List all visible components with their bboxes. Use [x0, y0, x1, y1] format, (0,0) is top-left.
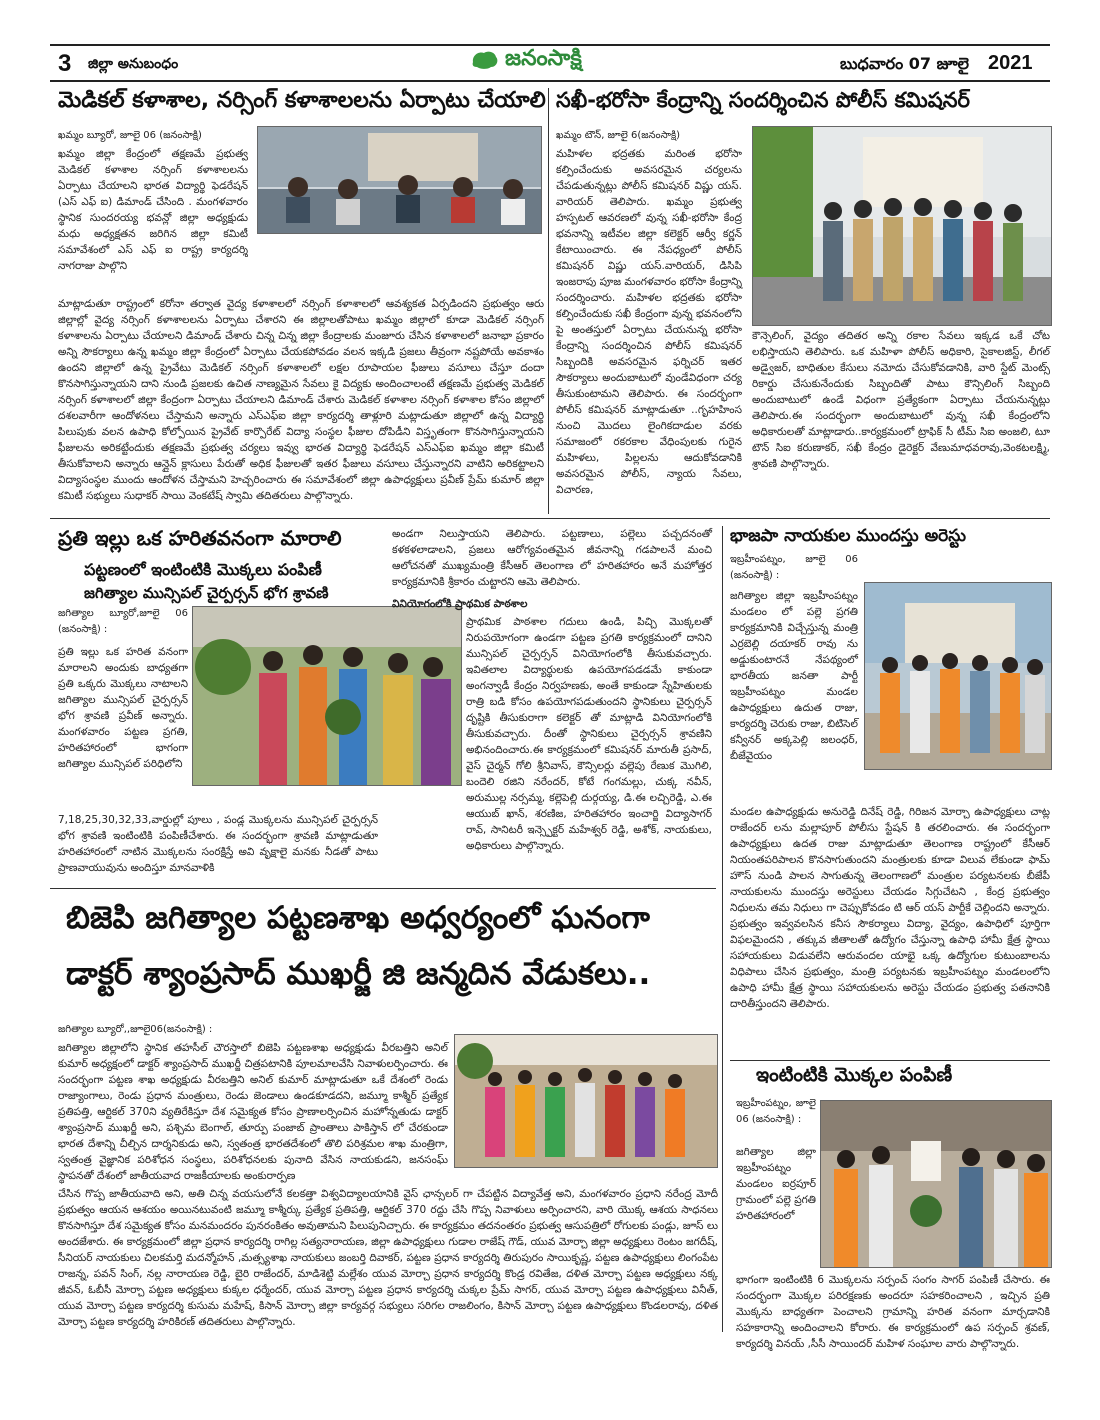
arrest-group-photo [864, 582, 1052, 770]
section-name: జిల్లా అనుబంధం [88, 56, 179, 72]
medical-body: మాట్లాడుతూ రాష్ట్రంలో కరోనా తర్వాత వైద్య కళాశాలలో నర్సింగ్ కళాశాలలో ఆవశ్యకత ఏర్పడిందని ప్రభుత్వం ఆరు జిల్లాల్లో వైద్య నర్సింగ్ కళాశాలలను ఏర్పాటు చేశారని ఈ జిల్లాలతోపాటు ఖమ్మం జిల్లాలో కూడా మెడికల్ నర్సింగ్ కళాశాలను ఏర్పాటు చేయాలని డిమాండ్ చేశారు చిన్న చిన్న జిల్లా కేంద్రాలకు మంజూరు చేసిన కళాశాలలో జనాభా ప్రకారం అన్ని సౌకర్యాలు ఉన్న ఖమ్మం జిల్లా కేంద్రంలో ఏర్పాటు చేయకపోవడం వలన ఇక్కడి ప్రజలు తీవ్రంగా నష్టపోయే అవకాశం ఉందని జిల్లాలో ఉన్న ప్రైవేటు మెడికల్ నర్సింగ్ కళాశాలలో లక్షల రూపాయల ఫీజులు వసూలు చేస్తూ దందా కొనసాగిస్తున్నాయని దాని నుండి ప్రజలకు ఉచిత నాణ్యమైన సేవలు కై విద్యకు అందించాలంటే తక్షణమే ప్రభుత్వ మెడికల్ నర్సింగ్ కళాశాలలో జిల్లా కేంద్రంగా ఏర్పాటు చేయాలని డిమాండ్ చేశారు మెడికల్ కళాశాల నర్సింగ్ కళాశాల కోసం జిల్లాలో దశలవారీగా ఆందోళనలు చేస్తామని అన్నారు ఎస్ఎఫ్ఐ జిల్లా కార్యదర్శి తాళ్లూరి మట్లాడుతూ జిల్లాలో ఉన్న విద్యార్థి పిలుపుకు వలన ఉపాధి కోల్పోయిన ప్రైవేట్ కార్పొరేట్ విద్యా సంస్థల ఫీజుల దోపిడీని విస్తృతంగా కొనసాగిస్తున్నాయని ఫీజులను అరికట్టేందుకు తక్షణమే ప్రభుత్వ చర్యలు ఇవ్వు భారత విద్యార్థి ఫెడరేషన్ ఎస్ఎఫ్ఐ ఖమ్మం జిల్లా కమిటీ తీసుకోవాలని అన్నారు ఆన్లైన్ క్లాసులు పేరుతో అధిక ఫీజులతో ఇతర ఫీజులు వసూలు చేస్తున్నారని వాటిని అరికట్టాలని విద్యాసంస్థల ముందు ఆందోళన చేస్తామని హెచ్చరించారు ఈ సమావేశంలో జిల్లా ఉపాధ్యక్షులు ప్రవీణ్ ప్రేమ్ కుమార్ జిల్లా కమిటీ సభ్యులు సుధాకర్ సాయి వెంకటేష్ స్వామి తదితరులు పాల్గొన్నారు. [58, 298, 544, 502]
column-divider [548, 88, 549, 514]
sakhi-dateline: ఖమ్మం టౌన్, జూలై 6(జనంసాక్షి) [556, 130, 681, 141]
sakhi-headline: సఖీ-భరోసా కేంద్రాన్ని సందర్శించిన పోలీస్ కమిషనర్ [556, 88, 970, 112]
haritha-col2-top: అండగా నిలుస్తాయని తెలిపారు. పట్టణాలు, పల్లెలు పచ్చదనంతో కళకళలాడాలని, ప్రజలు ఆరోగ్యవంతమైన జీవనాన్ని గడపాలనే మంచి ఆలోచనతో ముఖ్యమంత్రి కేసీఆర్ తెలంగాణ లో హరితహారం అనే మహోత్తర కార్యక్రమానికి శ్రీకారం చుట్టారని ఆమె తెలిపారు. [392, 528, 712, 588]
haritha-plants-photo [192, 606, 462, 786]
saplings-lead: జగిత్యాల జిల్లా ఇబ్రహీంపట్నం మండలం ఐర్రపూర్ గ్రామంలో పల్లె ప్రగతి హరితహారంలో [736, 1146, 816, 1222]
section-divider [50, 518, 1050, 519]
issue-year: 2021 [988, 52, 1033, 74]
page-number: 3 [58, 50, 72, 77]
arrest-headline: భాజపా నాయకుల ముందస్తు అరెస్టు [730, 526, 967, 546]
medical-dateline: ఖమ్మం బ్యూరో, జూలై 06 (జనంసాక్షి) [58, 130, 202, 141]
haritha-body: 7,18,25,30,32,33,వార్డుల్లో పూలు , పండ్ల మొక్కలను మున్సిపల్ చైర్పర్సన్ భోగ శ్రావణి ఇంటింటికి పంపిణీచేశారు. ఈ సందర్భంగా శ్రావణి మాట్లాడుతూ హరితహారంలో నాటిన మొక్కలను సంరక్షిస్తే అవి వృక్షాలై మనకు నీడతో పాటు ప్రాణవాయువును అందిస్తూ మానవాళికి [58, 814, 378, 874]
newspaper-logo-icon [470, 48, 500, 72]
haritha-dateline: జగిత్యాల బ్యూరో,జూలై 06 (జనంసాక్షి) : [58, 608, 188, 635]
arrest-dateline: ఇబ్రహీంపట్నం, జూలై 06 (జనంసాక్షి) : [730, 554, 858, 581]
mookerjee-dateline: జగిత్యాల బ్యూరో,,జూలై06(జనంసాక్షి) : [58, 1024, 213, 1035]
medical-lead: ఖమ్మం జిల్లా కేంద్రంలో తక్షణమే ప్రభుత్వ మెడికల్ కళాశాల నర్సింగ్ కళాశాలలను ఏర్పాటు చేయాలని భారత విద్యార్థి ఫెడరేషన్ (ఎస్ ఎఫ్ ఐ) డిమాండ్ చేసింది . మంగళవారం స్థానిక సుందరయ్య భవన్లో జిల్లా అధ్యక్షుడు మధు అధ్యక్షతన జరిగిన జిల్లా కమిటీ సమావేశంలో ఎస్ ఎఫ్ ఐ రాష్ట్ర కార్యదర్శి నాగరాజు పాల్గొని [58, 148, 248, 272]
haritha-subhead-2: జగిత్యాల మున్సిపల్ చైర్పర్సన్ భోగ శ్రావణి [84, 584, 329, 602]
mookerjee-headline-line1: బిజెపి జగిత్యాల పట్టణశాఖ అధ్వర్యంలో ఘనంగా [66, 900, 650, 936]
haritha-col2-subhead: వినియోగంలోకి ప్రాథమిక పాఠశాల [392, 598, 528, 610]
sakhi-body: కౌన్సెలింగ్, వైద్యం తదితర అన్ని రకాల సేవలు ఇక్కడ ఒకే చోట లభిస్తాయని తెలిపారు. ఒక మహిళా పోలీస్ అధికారి, సైకాలజిస్ట్, లీగల్ అడ్వైజర్, బాధితుల కేసులు నమోదు చేసుకోవడానికి, వారి స్టేట్ మెంట్స్ రికార్డు చేసుకునేందుకు సిబ్బందితో పాటు కౌన్సిలింగ్ సిబ్బంది అందుబాటులో ఉండే విధంగా ప్రత్యేకంగా ఏర్పాటు చేయనున్నట్లు తెలిపారు.ఈ సందర్భంగా అందుబాటులో వున్న సఖీ కేంద్రంలోని అధికారులతో మాట్లాడారు..కార్యక్రమంలో ట్రాఫిక్ సీ టీమ్ సిఐ అంజలి, టూ టౌన్ సిఐ కరుణాకర్, సఖీ కేంద్రం డైరెక్టర్ వేణుమాధవరావు,వెంకటలక్ష్మి, శ్రావణి పాల్గొన్నారు. [752, 330, 1050, 470]
medical-meeting-photo [257, 126, 542, 234]
haritha-col2-body: ప్రాథమిక పాఠశాల గదులు ఉండి, పిచ్చి మొక్కలతో నిరుపయోగంగా ఉండగా పట్టణ ప్రగతి కార్యక్రమంలో దానిని మున్సిపల్ చైర్పర్సన్ వినియోగంలోకి తీసుకువచ్చారు. ఇవితలాల విద్యార్థులకు ఉపయోగపడడమే కాకుండా అంగన్వాడీ కేంద్రం నిర్వహణకు, అంతే కాకుండా స్నేహితులకు రాత్రి బడి కోసం ఉపయోగపడుతుందని స్థానికులు చైర్పర్సన్ దృష్టికి తీసుకురాగా కలెక్టర్ తో మాట్లాడి వినియోగంలోకి తీసుకువచ్చారు. దీంతో స్థానికులు చైర్పర్సన్ శ్రావణిని అభినందించారు.ఈ కార్యక్రమంలో కమిషనర్ మారుతీ ప్రసాద్, వైస్ చైర్మన్ గోలి శ్రీనివాస్, కౌన్సిలర్లు వల్లెపు రేణుక మొగిలి, బందెలి రజిని నరేందర్, కోటే గంగమల్లు, చుక్క నవీన్, అరుముల్ల నర్సమ్మ, కల్లెపెల్లి దుర్గయ్య, డి.ఈ లచ్చిరెడ్డి, ఎ.ఈ ఆయుబ్ ఖాన్, శరణిజ, హరితహారం ఇంచార్జి విద్యాసాగర్ రావ్, సానిటరీ ఇన్స్పెక్టర్ మహేశ్వర్ రెడ్డి, అశోక్, నాయకులు, అధికారులు పాల్గొన్నారు. [466, 616, 712, 852]
sakhi-lead: మహిళల భద్రతకు మరింత భరోసా కల్పించేందుకు అవసరమైన చర్యలను చేపడుతున్నట్లు పోలీస్ కమిషనర్ విష్ణు యస్. వారియర్ తెలిపారు. ఖమ్మం ప్రభుత్వ హస్పటల్ ఆవరణలో వున్న సఖీ-భరోసా కేంద్ర భవనాన్ని ఇటీవల జిల్లా కలెక్టర్ ఆర్వీ కర్ణన్ కేటాయించారు. ఈ నేపధ్యంలో పోలీస్ కమిషనర్ విష్ణు యస్.వారియర్, డిసిపి ఇంజరాపు పూజ మంగళవారం భరోసా కేంద్రాన్ని సందర్శించారు. మహిళల భద్రతకు భరోసా కల్పించేందుకు సఖీ కేంద్రంగా వున్న భవనంలోని పై అంతస్తులో ఏర్పాటు చేయనున్న భరోసా కేంద్రాన్ని సందర్శించిన పోలీస్ కమిషనర్ సిబ్బందికి అవసరమైన ఫర్నిచర్ ఇతర సౌకర్యాలు అందుబాటులో వుండేవిధంగా చర్య తీసుకుంటామని తెలిపారు. ఈ సందర్భంగా పోలీస్ కమిషనర్ మాట్లాడుతూ ..గృహహింస నుంచి మొదలు లైంగికదాడుల వరకు సమాజంలో రకరకాల వేధింపులకు గురైన మహిళలు, పిల్లలను ఆదుకోవడానికి అవసరమైన పోలీస్, న్యాయ సేవలు, విచారణ, [556, 148, 742, 496]
haritha-subhead-1: పట్టణంలో ఇంటింటికి మొక్కలు పంపిణీ [84, 560, 322, 579]
issue-date: బుధవారం 07 జూలై [840, 54, 969, 73]
section-divider [730, 1060, 1050, 1061]
saplings-body: భాగంగా ఇంటింటికి 6 మొక్కలను సర్పంచ్ సంగం సాగర్ పంపిణీ చేసారు. ఈ సందర్భంగా మొక్కల పరిరక్షణకు అందరూ సహకరించాలని , ఇచ్చిన ప్రతి మొక్కను బాధ్యతగా పెంచాలని గ్రామాన్ని హరిత వనంగా మార్చడానికి సహకారాన్ని అందించాలని కోరారు. ఈ కార్యక్రమంలో ఉప సర్పంచ్ శ్రవణ్, కార్యదర్శి వినయ్ ,సీసీ సాయిందర్ మహిళ సంఘాల వారు పాల్గొన్నారు. [736, 1274, 1050, 1350]
haritha-lead: ప్రతి ఇల్లు ఒక హరిత వనంగా మారాలని అందుకు బాధ్యతగా ప్రతి ఒక్కరు మొక్కలు నాటాలని జగిత్యాల మున్సిపల్ చైర్పర్సన్ భోగ శ్రావణి ప్రవీణ్ అన్నారు. మంగళవారం పట్టణ ప్రగతి, హరితహారంలో భాగంగా జగిత్యాల మున్సిపల్ పరిధిలోని [58, 646, 188, 770]
column-divider [722, 526, 723, 1332]
mookerjee-headline-line2: డాక్టర్ శ్యాంప్రసాద్ ముఖర్జీ జి జన్మదిన వేడుకలు.. [66, 956, 651, 992]
saplings-distribution-photo [820, 1100, 1052, 1268]
mookerjee-lead: జగిత్యాల జిల్లాలోని స్థానిక తహసీల్ చౌరస్తాలో బిజెపి పట్టణశాఖ అధ్యక్షుడు వీరబత్తిని అనిల్ కుమార్ అధ్యక్షంలో డాక్టర్ శ్యాంప్రసాద్ ముఖర్జీ చిత్రపటానికి పూలమాలవేసి నివాళులర్పించారు. ఈ సందర్భంగా పట్టణ శాఖ అధ్యక్షుడు వీరబత్తిని అనిల్ కుమార్ మాట్లాడుతూ ఒకే దేశంలో రెండు రాజ్యాంగాలు, రెండు ప్రధాన మంత్రులు, రెండు జెండాలు ఉండకూడదని, జమ్మూ కాశ్మీర్ ప్రత్యేక ప్రతిపత్తి, ఆర్టికల్ 370ని వ్యతిరేకిస్తూ దేశ సమైక్యత కోసం ప్రాణాలర్పించిన మహోన్నతుడు డాక్టర్ శ్యాంప్రసాద్ ముఖర్జీ అని, పశ్చిమ బెంగాల్, తూర్పు పంజాబ్ ప్రాంతాలు పాకిస్తాన్ లో చేరకుండా భారత దేశాన్ని చీల్చిన దార్శనికుడు అని, స్వతంత్ర భారతదేశంలో తొలి పరిశ్రమల శాఖ మంత్రిగా, స్వతంత్ర వైజ్ఞానిక పరిశోధన సంస్థలు, పరిశోధనలకు పునాది వేసిన నాయకుడని, జనసంఘ్ స్థాపనతో దేశంలో జాతీయవాద రాజకీయాలకు అంకురార్పణ [58, 1042, 448, 1182]
section-divider [50, 888, 716, 889]
mookerjee-celebration-photo [454, 1034, 718, 1168]
saplings-dateline: ఇబ్రహీంపట్నం, జూలై 06 (జనంసాక్షి) : [736, 1098, 816, 1125]
mookerjee-body: చేసిన గొప్ప జాతీయవాది అని, అతి చిన్న వయసులోనే కలకత్తా విశ్వవిద్యాలయానికి వైస్ ఛాన్సలర్ గా చేపట్టిన విద్యావేత్త అని, మంగళవారం ప్రధాని నరేంద్ర మోదీ ప్రభుత్వం ఆయన ఆశయం అయినటువంటి జమ్మూ కాశ్మీర్కు ప్రత్యేక ప్రతిపత్తి, ఆర్టికల్ 370 రద్దు చేసి గొప్ప నివాళులు అర్పించారని, వారి యొక్క ఆశయ సాధనలు కొనసాగిస్తూ దేశ సమైక్యత కోసం మనమందరం పునరంకితం అవుతామని పిలుపునిచ్చారు. ఈ కార్యక్రమం తదనంతరం ప్రభుత్వ ఆసుపత్రిలో రోగులకు పండ్లు, జూస్ లు అందజేశారు. ఈ కార్యక్రమంలో జిల్లా ప్రధాన కార్యదర్శి రాగిల్ల సత్యనారాయణ, జిల్లా ఉపాధ్యక్షులు గుడాల రాజేష్ గౌడ్, యువ మోర్చా జిల్లా అధ్యక్షులు రెంటం జగదీష్, సీనియర్ నాయకులు చిలకమర్తి మదన్మోహన్ ,మత్స్యశాఖ నాయకులు జంబర్తి దివాకర్, పట్టణ ప్రధాన కార్యదర్శి తిరుపురం సాయికృష్ణ, పట్టణ ఉపాధ్యక్షులు లింగంపేట రాజన్న, పవన్ సింగ్, నల్ల నారాయణ రెడ్డి, బైరి రాజేందర్, మాడిశెట్టి మల్లేశం యువ మోర్చా ప్రధాన కార్యదర్శి కొండ్ర రవితేజ, దళిత మోర్చా పట్టణ అధ్యక్షులు నక్క జీవన్, ఓబీసీ మోర్చా పట్టణ అధ్యక్షులు కుక్కల ధర్మేందర్, యువ మోర్చా పట్టణ ప్రధాన కార్యదర్శి చుక్కల ప్రేమ్ సాగర్, యువ మోర్చా పట్టణ ఉపాధ్యక్షులు వినీత్, యువ మోర్చా పట్టణ కార్యదర్శి కుసుమ మహేష్, కిసాన్ మోర్చా జిల్లా కార్యవర్గ సభ్యులు సరిగల రాజలింగం, కిసాన్ మోర్చా పట్టణ ఉపాధ్యక్షులు కొండలరావు, దళిత మోర్చా పట్టణ కార్యదర్శి హరికిరణ్ తదితరులు పాల్గొన్నారు. [58, 1188, 718, 1328]
masthead: జనంసాక్షి [505, 46, 582, 71]
header-bottom-rule [50, 80, 1050, 82]
sakhi-police-photo [752, 126, 1052, 326]
arrest-lead: జగిత్యాల జిల్లా ఇబ్రహీంపట్నం మండలం లో పల్లె ప్రగతి కార్యక్రమానికి విచ్చేస్తున్న మంత్రి ఎర్రబెల్లి దయాకర్ రావు ను అడ్డుకుంటారనే నేపథ్యంలో భారతీయ జనతా పార్టీ ఇబ్రహీంపట్నం మండల ఉపాధ్యక్షులు ఉదుత రాజు, కార్యదర్శి చెరుకు రాజు, బిటిసెల్ కన్వీనర్ అక్కపెల్లి జలంధర్, బీజేవైయం [730, 590, 858, 762]
arrest-body: మండల ఉపాధ్యక్షుడు అనురెడ్డి దినేష్ రెడ్డి, గిరిజన మోర్చా ఉపాధ్యక్షులు చాట్ల రాజేందర్ లను మల్లాపూర్ పోలీసు స్టేషన్ కి తరలించారు. ఈ సందర్భంగా ఉపాధ్యక్షులు ఉదత రాజు మాట్లాడుతూ తెలంగాణ రాష్ట్రంలో కేసీఆర్ నియంతపరిపాలన కొనసాగుతుందని మంత్రులకు కూడా విలువ లేకుండా ఫామ్ హౌస్ నుండి పాలన సాగుతున్న తెలంగాణలో మంత్రుల పర్యటనలకు బీజేపీ నాయకులను ముందస్తు అరెస్టులు చేయడం సిగ్గుచేటని , కేంద్ర ప్రభుత్వం నిధులను తమ నిధులు గా చెప్పుకోవడం టి ఆర్ యస్ పార్టీకే చెల్లిందని అన్నారు. ప్రభుత్వం ఇవ్వవలసిన కనీస సౌకర్యాలు విద్యా, వైద్యం, ఉపాధిలో పూర్తిగా విఫలమైందని , తక్కువ జీతాలతో ఉద్యోగం చేస్తున్నా ఉపాధి హామీ క్షేత్ర స్థాయి సహాయకులు విడువలేని ఆరువందల యాభై ఒక్క ఉద్యోగుల కుటుంబాలను విధిపాలు చేసిన ప్రభుత్వం, మంత్రి పర్యటనకు ఇబ్రహీంపట్నం మండలంలోని ఉపాధి హామీ క్షేత్ర స్థాయి సహాయకులను అరెస్టు చేయడం ప్రభుత్వ పతనానికి దారితీస్తుందని తెలిపారు. [730, 806, 1050, 1010]
medical-headline: మెడికల్ కళాశాల, నర్సింగ్ కళాశాలలను ఏర్పాటు చేయాలి [58, 88, 546, 113]
saplings-headline: ఇంటింటికి మొక్కల పంపిణీ [756, 1064, 953, 1086]
haritha-headline: ప్రతి ఇల్లు ఒక హరితవనంగా మారాలి [58, 526, 342, 550]
